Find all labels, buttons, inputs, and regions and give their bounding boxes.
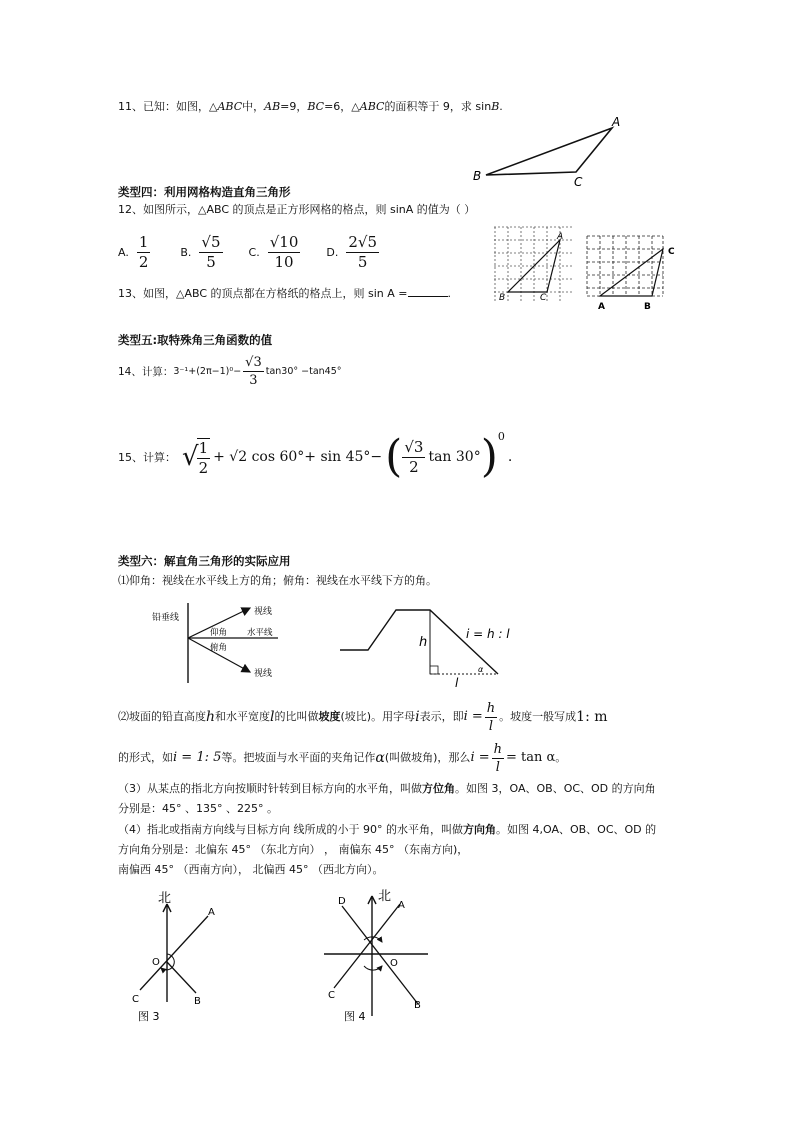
type6-p3-line2: 分别是：45° 、135° 、225° 。 (118, 802, 278, 815)
svg-text:视线: 视线 (254, 669, 273, 679)
type6-p2-line2: 的形式，如 i = 1: 5 等。把坡面与水平面的夹角记作 α (叫做坡角)，那么 i = $\frac{h}{l}$ = tan α 。 (118, 741, 567, 775)
section-type4-title: 类型四：利用网格构造直角三角形 (118, 185, 291, 199)
svg-text:O: O (390, 958, 398, 969)
type6-p3-line1: （3）从某点的指北方向按顺时针转到目标方向的水平角，叫做方位角。如图 3，OA、OB、OC、OD 的方向角 (118, 782, 656, 795)
option-d-value: $\frac{2√5}{5}$ (348, 232, 377, 271)
svg-text:O: O (152, 957, 160, 968)
label-c: C (540, 293, 547, 303)
type6-p1: ⑴仰角：视线在水平线上方的角；俯角：视线在水平线下方的角。 (118, 574, 437, 587)
q15-fraction: $\frac{√3}{2}$ (404, 437, 424, 476)
option-a-value: $\frac{1}{2}$ (138, 232, 149, 271)
figure-4 (320, 886, 440, 1031)
option-a-label: A. (118, 245, 129, 259)
svg-text:B: B (414, 1000, 421, 1011)
svg-text:h: h (419, 635, 428, 650)
label-b: B (473, 169, 482, 183)
grid-triangle (600, 249, 663, 296)
label-a: A (557, 232, 564, 242)
section-type6-title: 类型六：解直角三角形的实际应用 (118, 554, 291, 568)
label-c: C (574, 175, 583, 189)
option-c-value: $\frac{√10}{10}$ (269, 232, 299, 271)
figure-caption: 图 4 (344, 1010, 366, 1023)
svg-text:i = h : l: i = h : l (466, 627, 510, 641)
q13-grid-figure (582, 232, 682, 314)
q12-text: 12、如图所示，△ABC 的顶点是正方形网格的格点，则 sinA 的值为（ ） (118, 203, 476, 216)
svg-text:俯角: 俯角 (210, 643, 228, 653)
slope-figure (338, 598, 528, 690)
type6-p2-line1: ⑵坡面的铅直高度 h 和水平宽度 l 的比叫做 坡度 (坡比)。用字母 i 表示，即 i = $\frac{h}{l}$ 。坡度一般写成 1: m (118, 700, 608, 734)
option-b-label: B. (180, 245, 192, 259)
svg-text:视线: 视线 (254, 607, 273, 617)
triangle-abc (486, 128, 612, 175)
q14-expression: 14、计算： 3⁻¹+(2π−1)⁰− $\frac{√3}{3}$ tan30° −tan45° (118, 354, 342, 388)
line-ca (140, 916, 208, 990)
section-type5-title: 类型五:取特殊角三角函数的值 (118, 333, 273, 347)
elevation-depression-figure (150, 598, 290, 688)
svg-text:铅垂线: 铅垂线 (152, 613, 180, 623)
type6-p4-line3: 南偏西 45° （西南方向）， 北偏西 45° （西北方向）。 (118, 863, 384, 876)
q14-fraction: $\frac{√3}{3}$ (245, 354, 262, 388)
label-b: B (644, 302, 651, 312)
type6-p4-line2: 方向角分别是：北偏东 45° （东北方向） ， 南偏东 45° （东南方向)， (118, 843, 469, 856)
label-a: A (612, 115, 621, 129)
angle-arc-bottom (364, 966, 382, 970)
label-c: C (668, 247, 675, 257)
svg-text:C: C (328, 990, 335, 1001)
q15-expression: 15、计算： √ $\frac{1}{2}$ + √2 cos 60°+ sin 45°− ( $\frac{√3}{2}$ tan 30° ) 0 . (118, 430, 513, 482)
label-b: B (499, 293, 506, 303)
svg-text:D: D (338, 896, 346, 907)
q11-triangle-figure (470, 112, 630, 192)
north-label: 北 (158, 891, 172, 906)
svg-text:α: α (478, 665, 484, 674)
q15-sqrt-fraction: $\frac{1}{2}$ (198, 439, 209, 477)
line-ob (167, 962, 196, 993)
svg-text:仰角: 仰角 (210, 628, 228, 638)
answer-blank[interactable] (408, 286, 448, 297)
type6-p4-line1: （4）指北或指南方向线与目标方向 线所成的小于 90° 的水平角，叫做方向角。如图 4,OA、OB、OC、OD 的 (118, 823, 657, 836)
figure-caption: 图 3 (138, 1010, 160, 1023)
svg-text:B: B (194, 996, 201, 1007)
q11-text: 11、已知：如图，△ABC中，AB=9，BC=6，△ABC的面积等于 9，求 sinB. (118, 100, 503, 113)
svg-text:l: l (455, 676, 459, 690)
north-label: 北 (378, 889, 392, 904)
label-a: A (598, 302, 605, 312)
figure-3 (130, 890, 230, 1030)
svg-text:水平线: 水平线 (247, 628, 273, 638)
option-c-label: C. (248, 245, 260, 259)
svg-text:C: C (132, 994, 139, 1005)
option-b-value: $\frac{√5}{5}$ (201, 232, 221, 271)
q13-text: 13、如图，△ABC 的顶点都在方格纸的格点上，则 sin A = . (118, 287, 452, 300)
q12-options (118, 230, 379, 274)
svg-text:A: A (208, 907, 215, 918)
svg-text:A: A (398, 900, 405, 911)
q12-grid-figure (494, 225, 574, 303)
line-db (342, 906, 418, 1004)
line-ac (334, 904, 400, 988)
option-d-label: D. (326, 245, 339, 259)
